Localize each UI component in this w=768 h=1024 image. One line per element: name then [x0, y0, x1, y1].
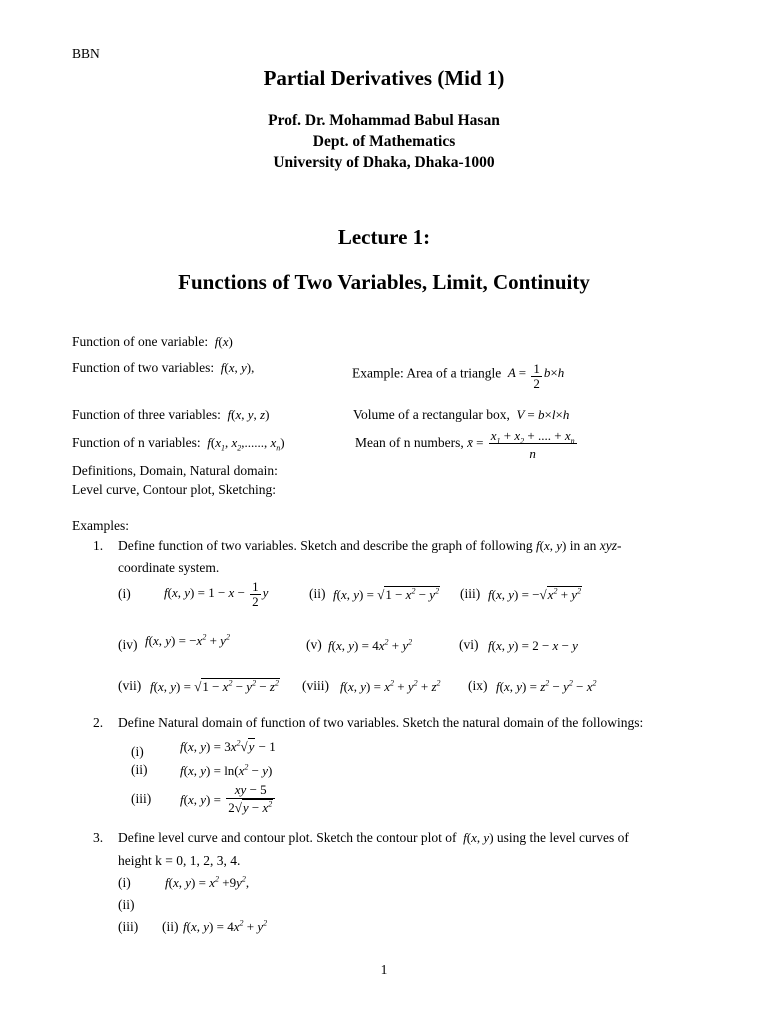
- q1-text-cont: coordinate system.: [118, 560, 220, 575]
- example-mean: Mean of n numbers, x̄ = $\frac{x_1 + x_2 + .... + x_n}{n}$: [355, 428, 579, 464]
- formula-triangle-area: A = $\frac{1}{2}$ b×h: [504, 361, 565, 391]
- q1-text: Define function of two variables. Sketch and describe the graph of following f(x, y) in an xyz-: [118, 538, 622, 553]
- q3-number: 3.: [93, 830, 104, 845]
- q3-formula-iii: f(x, $y) = 4x^2 + y^2$: [183, 918, 268, 934]
- q1-formula-ii: f(x, $y) = √1 - x^2 - y^2$: [333, 586, 440, 602]
- q1-formula-iii: f(x, $y) = -√x^2 + y^2$: [488, 586, 582, 602]
- formula-fn: $f(x_1$, $x_2$,......, $x_n$): [203, 435, 285, 453]
- q1-label-vi: (vi): [459, 637, 479, 652]
- q2-label-ii: (ii): [131, 762, 148, 777]
- lecture-topic: Functions of Two Variables, Limit, Continuity: [178, 270, 590, 294]
- lecture-number: Lecture 1:: [337, 225, 431, 249]
- university: University of Dhaka, Dhaka-1000: [273, 154, 495, 171]
- q3-text: Define level curve and contour plot. Sketch the contour plot of f(x, y) using the level curves of: [118, 830, 629, 845]
- author-name: Prof. Dr. Mohammad Babul Hasan: [268, 112, 500, 129]
- q2-label-i: (i): [131, 744, 144, 759]
- example-box-volume: Volume of a rectangular box, V = b×l×h: [353, 407, 570, 422]
- q1-label-iii: (iii): [460, 586, 481, 601]
- q2-formula-ii: f(x, $y) = \ln(x^2 - y)$: [180, 762, 273, 778]
- q1-label-ii: (ii): [309, 586, 326, 601]
- department: Dept. of Mathematics: [312, 133, 456, 150]
- q2-formula-i: f(x, $y) = 3x^2√y - 1$: [180, 738, 276, 754]
- q2-number: 2.: [93, 715, 104, 730]
- formula-box-volume: V = b×l×h: [513, 407, 570, 422]
- q2-label-iii: (iii): [131, 791, 152, 806]
- q1-label-i: (i): [118, 586, 131, 601]
- q1-formula-vi: f(x, y) = 2 − x − y: [488, 638, 578, 653]
- q3-iii-prefix: (ii): [162, 919, 179, 934]
- formula-fxy: f(x, y),: [217, 360, 255, 375]
- definitions-line: Definitions, Domain, Natural domain:: [72, 463, 278, 478]
- q3-label-i: (i): [118, 875, 131, 890]
- header-tag: BBN: [72, 46, 100, 61]
- level-curve-line: Level curve, Contour plot, Sketching:: [72, 482, 276, 497]
- q2-text: Define Natural domain of function of two variables. Sketch the natural domain of the followings:: [118, 715, 644, 730]
- q1-formula-iv: f(x, $y) = -x^2 + y^2$: [145, 632, 230, 648]
- q1-label-viii: (viii): [302, 678, 329, 693]
- page-number: 1: [380, 962, 388, 977]
- q1-formula-vii: f(x, $y) = √1 - x^2 - y^2 - z^2$: [150, 678, 279, 694]
- q1-number: 1.: [93, 538, 104, 553]
- q3-label-ii: (ii): [118, 897, 135, 912]
- q3-text-cont: height k = 0, 1, 2, 3, 4.: [118, 853, 241, 868]
- formula-mean: x̄ = $\frac{x_1 + x_2 + .... + x_n}{n}$: [467, 428, 578, 464]
- def-one-variable: Function of one variable: f(x): [72, 334, 233, 349]
- q1-formula-ix: f(x, $y) = z^2 - y^2 - x^2$: [496, 678, 597, 694]
- page-title: Partial Derivatives (Mid 1): [263, 66, 505, 90]
- q1-label-v: (v): [306, 637, 322, 652]
- q1-formula-viii: f(x, $y) = x^2 + y^2 + z^2$: [340, 678, 441, 694]
- q1-formula-i: f(x, y) = 1 − x − $\frac{1}{2}$ y: [164, 579, 269, 609]
- examples-heading: Examples:: [72, 518, 129, 533]
- q1-label-vii: (vii): [118, 678, 142, 693]
- q1-formula-v: f(x, $y) = 4x^2 + y^2$: [328, 637, 413, 653]
- example-triangle: Example: Area of a triangle A = $\frac{1}{2}$ b×h: [352, 361, 565, 391]
- def-two-variables: Function of two variables: f(x, y),: [72, 360, 255, 375]
- q3-label-iii: (iii): [118, 919, 139, 934]
- formula-fx: f(x): [211, 334, 233, 349]
- def-n-variables: Function of n variables: $f(x_1$, $x_2$,......, $x_n$): [72, 435, 285, 453]
- q1-label-iv: (iv): [118, 637, 138, 652]
- def-three-variables: Function of three variables: f(x, y, z): [72, 407, 270, 422]
- formula-fxyz: f(x, y, z): [224, 407, 270, 422]
- q3-formula-i: f(x, $y) = x^2 +9y^2$,: [165, 874, 250, 890]
- q1-label-ix: (ix): [468, 678, 488, 693]
- q2-formula-iii: f(x, y) = $\frac{xy - 5}{2√y - x^2}$: [180, 782, 277, 817]
